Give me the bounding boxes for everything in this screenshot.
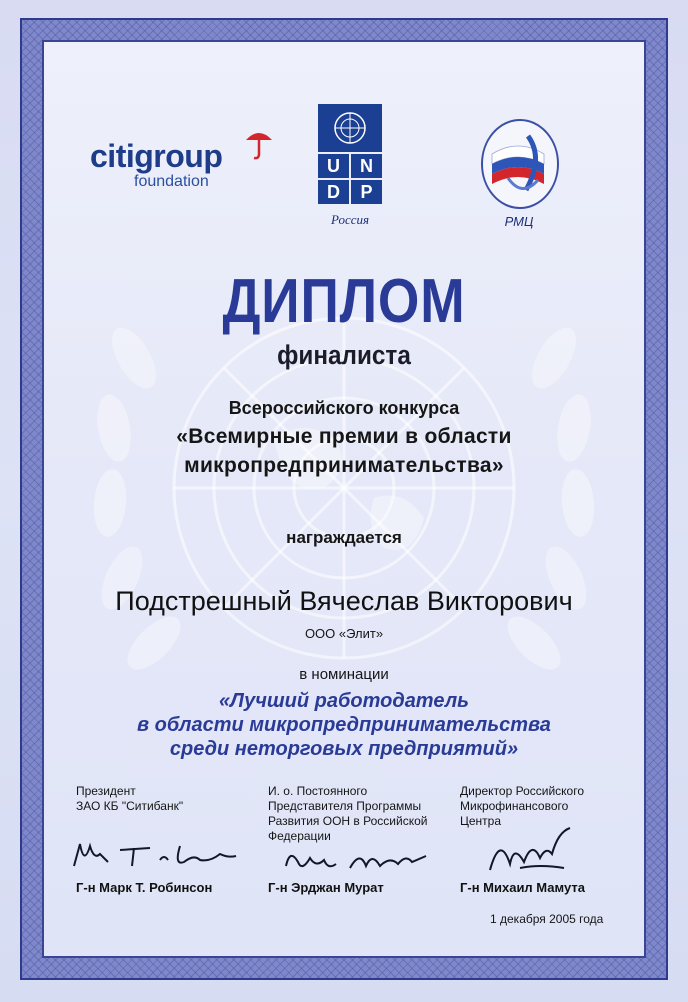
signatory-3-name: Г-н Михаил Мамута — [460, 880, 585, 895]
undp-logo — [318, 104, 382, 204]
signatory-2-name: Г-н Эрджан Мурат — [268, 880, 384, 895]
signatory-title-line: Директор Российского — [460, 784, 585, 798]
signature-3-image — [480, 824, 580, 878]
recipient-organization: ООО «Элит» — [304, 626, 384, 641]
signatory-2-title — [268, 784, 427, 844]
signatory-title-line: ЗАО КБ "Ситибанк" — [76, 799, 184, 813]
signatory-title-line: И. о. Постоянного — [268, 784, 368, 798]
signatory-title-line: Представителя Программы — [268, 799, 422, 813]
contest-line-1: Всероссийского конкурса — [228, 398, 460, 418]
issue-date: 1 декабря 2005 года — [490, 912, 604, 926]
diploma-subtitle: финалиста — [277, 340, 411, 370]
diploma-title: ДИПЛОМ — [222, 267, 466, 336]
signatory-title-line: Микрофинансового — [460, 799, 569, 813]
signatory-title-line: Президент — [76, 784, 136, 798]
contest-line-3: микропредпринимательства» — [184, 454, 504, 477]
un-globe-icon — [318, 104, 382, 152]
nomination-line-3: среди неторговых предприятий» — [169, 738, 519, 760]
nomination-line-2: в области микропредпринимательства — [137, 714, 551, 736]
signatory-1-title — [76, 784, 183, 814]
awarded-label: награждается — [286, 528, 402, 547]
rmc-label: РМЦ — [504, 214, 534, 229]
rmc-logo-icon — [478, 118, 562, 212]
nomination-line-1: «Лучший работодатель — [218, 690, 470, 712]
recipient-name: Подстрешный Вячеслав Викторович — [115, 586, 573, 616]
citi-umbrella-icon — [244, 128, 274, 162]
undp-letter: P — [351, 180, 382, 204]
signature-2-image — [280, 842, 430, 878]
undp-letter: N — [351, 154, 382, 178]
signatory-1-name: Г-н Марк Т. Робинсон — [76, 880, 213, 895]
citigroup-wordmark: citigroup — [90, 138, 223, 174]
signatory-3-title — [460, 784, 584, 829]
citigroup-foundation-label: foundation — [134, 173, 209, 190]
signatory-title-line: Федерации — [268, 829, 331, 843]
signature-1-image — [70, 836, 240, 876]
contest-line-2: «Всемирные премии в области — [176, 425, 512, 448]
signatory-title-line: Центра — [460, 814, 502, 828]
signatory-title-line: Развития ООН в Российской — [268, 814, 428, 828]
nomination-intro: в номинации — [299, 666, 389, 683]
undp-russia-label: Россия — [330, 212, 370, 227]
undp-letter: D — [318, 180, 349, 204]
undp-letter: U — [318, 154, 349, 178]
